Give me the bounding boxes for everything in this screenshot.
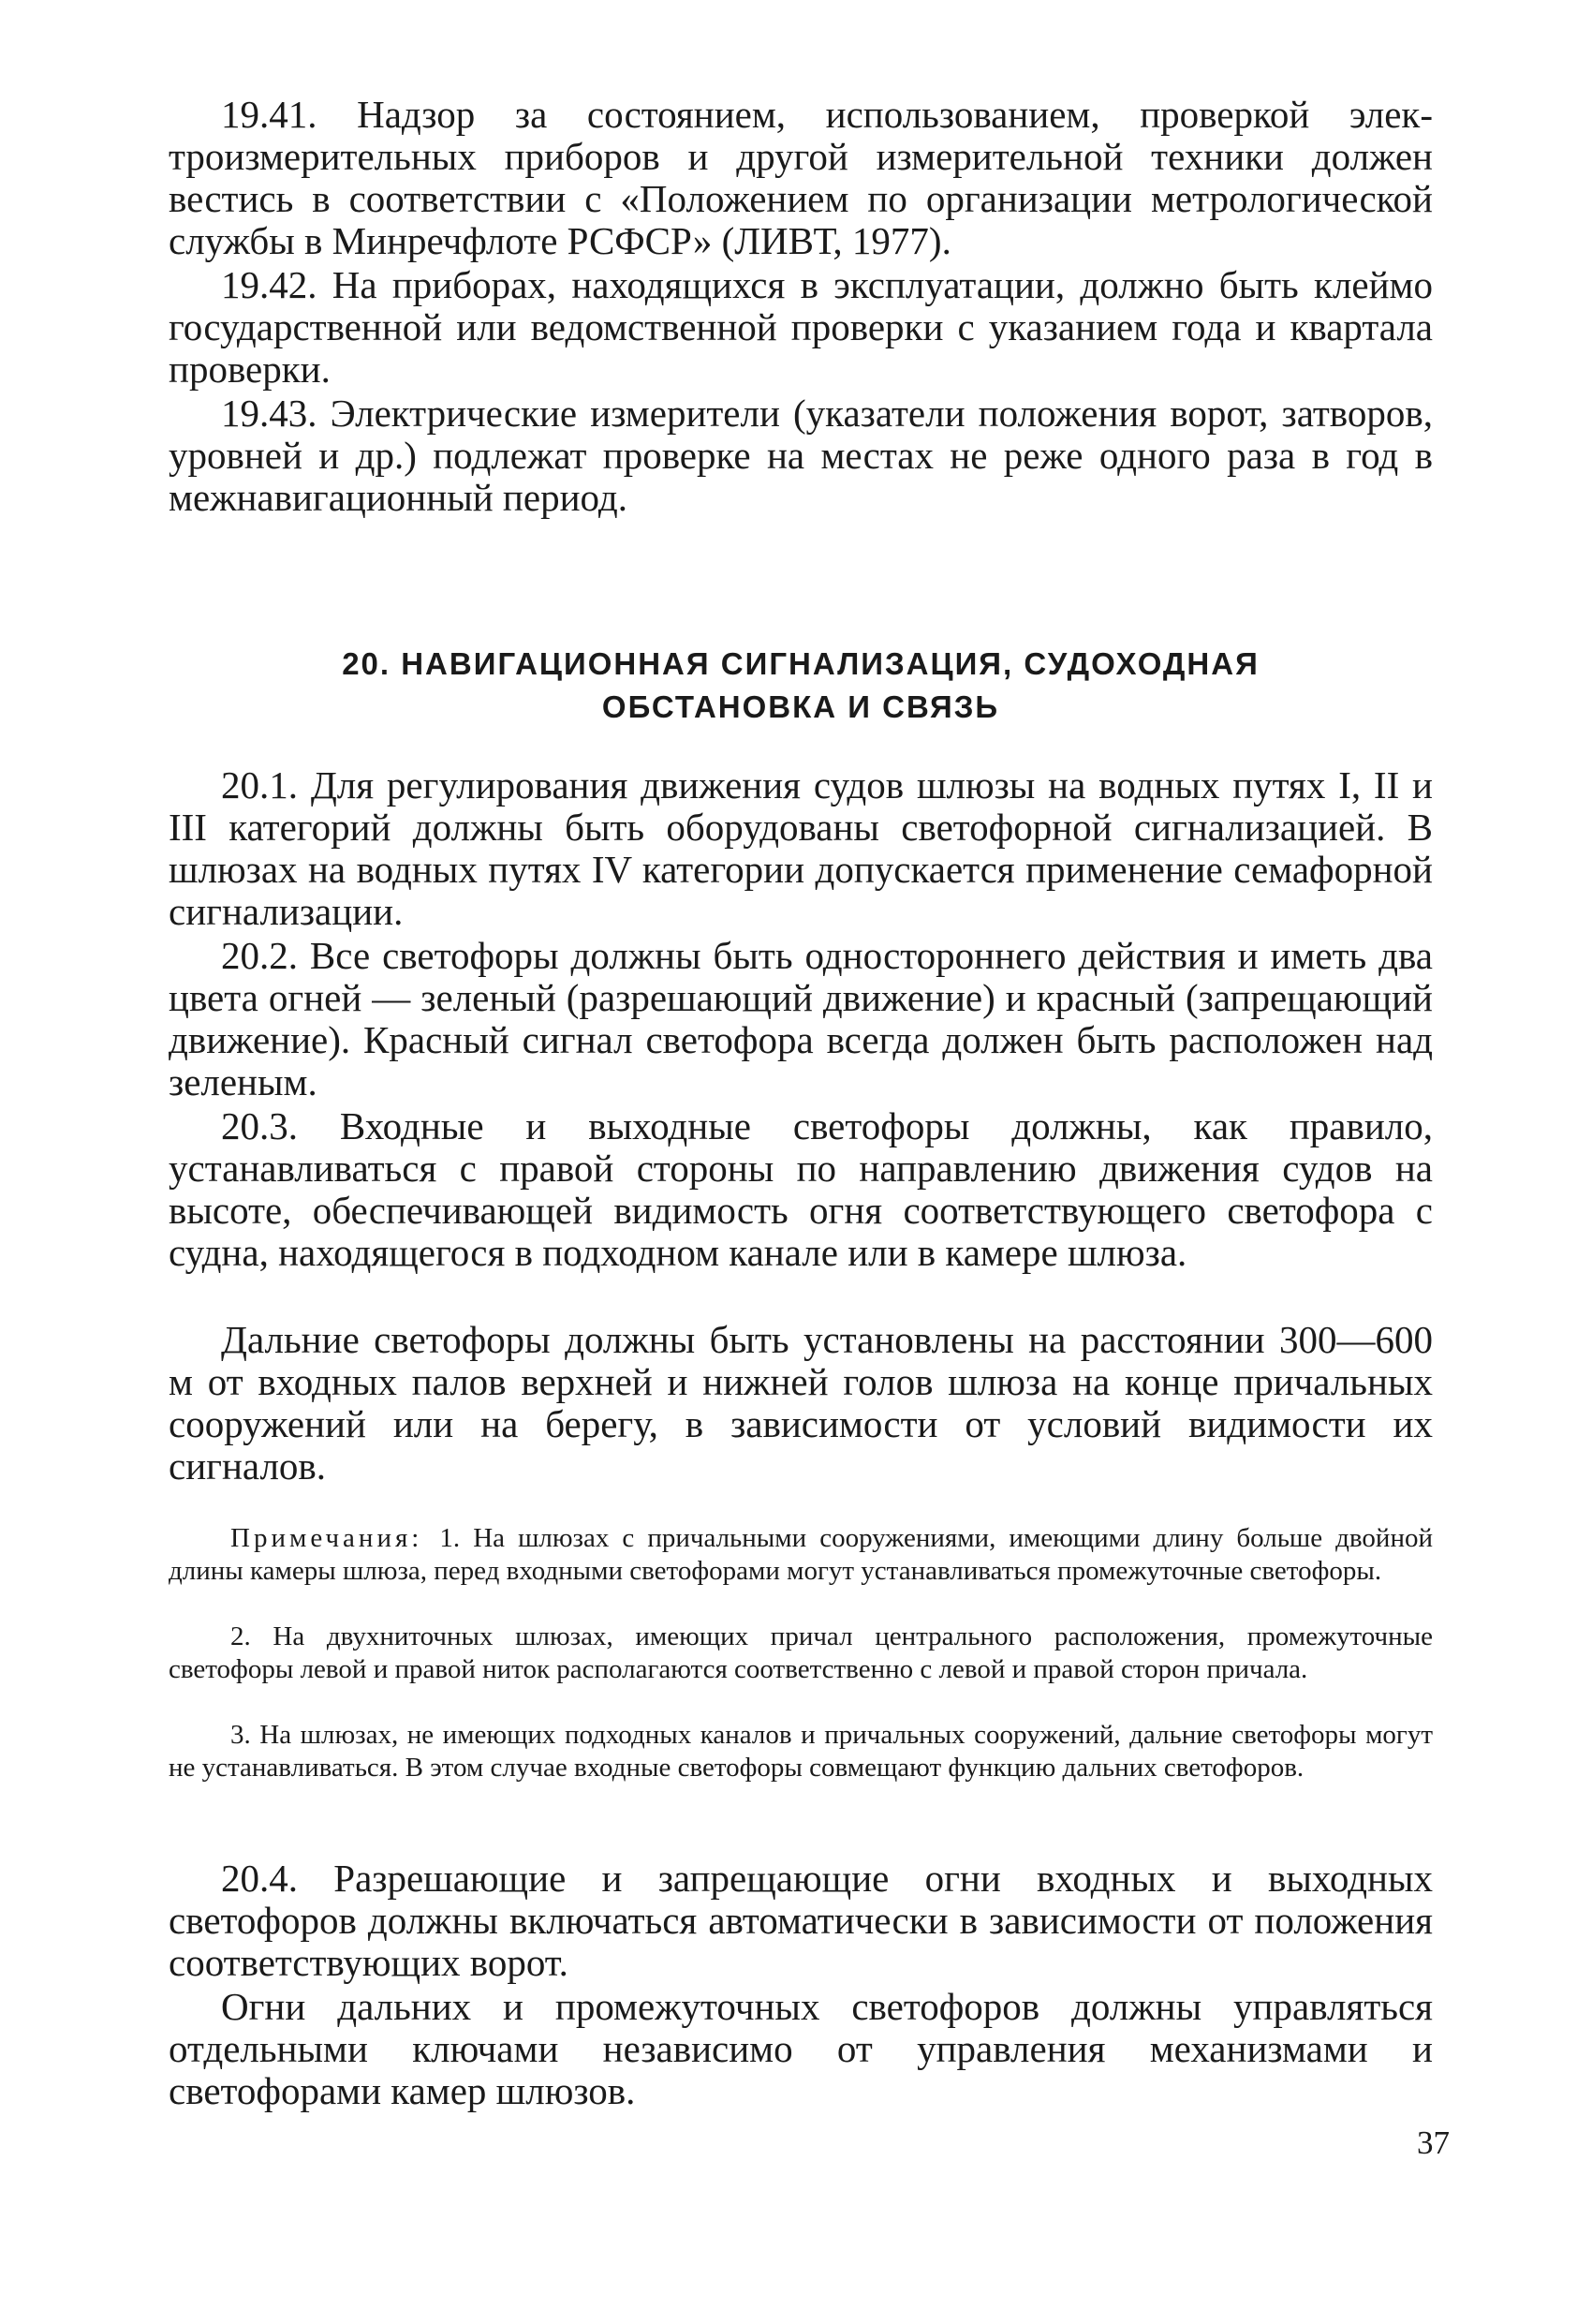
note-3: 3. На шлюзах, не имеющих подходных каналов и причальных сооружений, дальние светофоры могут не устанавливаться. В этом случае входные светофоры совмещают функцию дальних светофоров. [169, 1720, 1433, 1783]
notes-lead: Примечания: [230, 1523, 440, 1553]
paragraph-20-4: 20.4. Разрешающие и запрещающие огни входных и выходных светофоров должны включаться автоматически в зависимости от положения соответствующих ворот. [169, 1857, 1433, 1984]
note-2: 2. На двухниточных шлюзах, имеющих причал центрального расположения, промежуточные светофоры левой и правой ниток располагаются соответственно с левой и правой сторон причала. [169, 1621, 1433, 1684]
paragraph-20-4-continued: Огни дальних и промежуточных светофоров должны управляться отдельными ключами независимо от управления механизмами и светофорами камер шлюзов. [169, 1985, 1433, 2112]
paragraph-19-41: 19.41. Надзор за состоянием, использованием, проверкой электроизмерительных приборов и другой измерительной техники должен вестись в соответствии с «Положением по организации метрологической службы в Минречфлоте РСФСР» (ЛИВТ, 1977). [169, 93, 1433, 262]
paragraph-20-2: 20.2. Все светофоры должны быть одностороннего действия и иметь два цвета огней — зеленый (разрешающий движение) и красный (запрещающий движение). Красный сигнал светофора всегда должен быть расположен над зеленым. [169, 934, 1433, 1103]
section-title-line-2: ОБСТАНОВКА И СВЯЗЬ [601, 689, 1000, 724]
note-1-text: 1. На шлюзах с причальными сооружениями, имеющими длину больше двойной длины камеры шлюза, перед входными светофорами могут устанавливаться промежуточные светофоры. [169, 1523, 1433, 1586]
paragraph-19-42: 19.42. На приборах, находящихся в эксплуатации, должно быть клеймо государственной или ведомственной проверки с указанием года и квартала проверки. [169, 263, 1433, 391]
section-title-line-1: 20. НАВИГАЦИОННАЯ СИГНАЛИЗАЦИЯ, СУДОХОДНАЯ [342, 646, 1260, 681]
paragraph-20-3-continued: Дальние светофоры должны быть установлены на расстоянии 300—600 м от входных палов верхней и нижней голов шлюза на конце причальных сооружений или на берегу, в зависимости от условий видимости их сигналов. [169, 1318, 1433, 1488]
paragraph-19-43: 19.43. Электрические измерители (указатели положения ворот, затворов, уровней и др.) подлежат проверке на местах не реже одного раза в год в межнавигационный период. [169, 392, 1433, 519]
paragraph-20-1: 20.1. Для регулирования движения судов шлюзы на водных путях I, II и III категорий должны быть оборудованы светофорной сигнализацией. В шлюзах на водных путях IV категории допускается применение семафорной сигнализации. [169, 763, 1433, 933]
paragraph-20-3: 20.3. Входные и выходные светофоры должны, как правило, устанавливаться с правой стороны по направлению движения судов на высоте, обеспечивающей видимость огня соответствующего светофора с судна, находящегося в подходном канале или в камере шлюза. [169, 1104, 1433, 1274]
note-1 [169, 1522, 1433, 1588]
page-number: 37 [1417, 2124, 1450, 2161]
section-title [169, 643, 1433, 729]
